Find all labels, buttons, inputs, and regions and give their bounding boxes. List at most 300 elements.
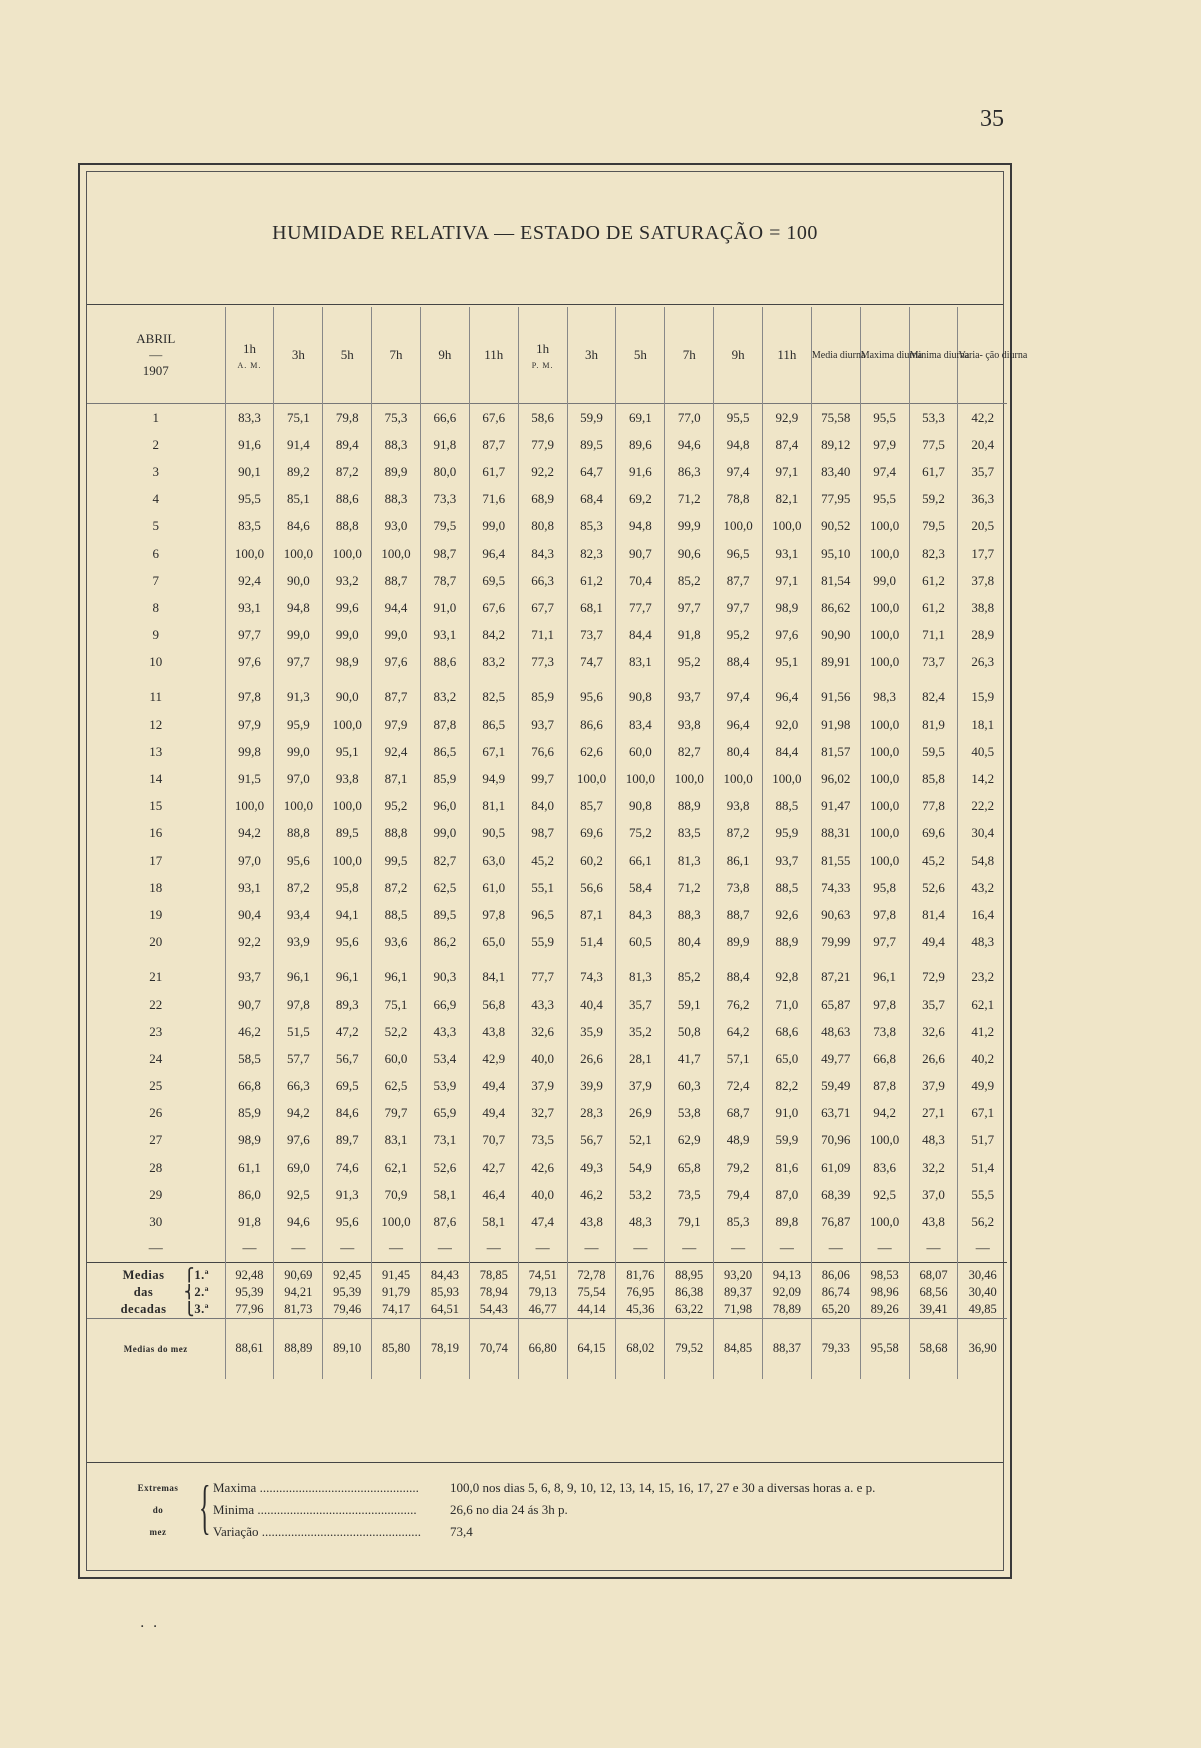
table-cell: 75,58 xyxy=(811,404,860,432)
table-cell: 57,1 xyxy=(714,1045,763,1072)
table-cell: 36,90 xyxy=(958,1318,1007,1379)
table-cell: 89,26 xyxy=(860,1301,909,1319)
table-cell: 88,89 xyxy=(274,1318,323,1379)
table-row xyxy=(87,431,1007,458)
table-cell: 43,3 xyxy=(518,991,567,1018)
table-cell: 96,1 xyxy=(323,964,372,991)
table-cell: 90,1 xyxy=(225,458,274,485)
table-cell: 78,19 xyxy=(420,1318,469,1379)
table-cell: 89,3 xyxy=(323,991,372,1018)
table-cell: 91,3 xyxy=(323,1181,372,1208)
table-cell: 61,7 xyxy=(909,458,958,485)
table-cell: 84,43 xyxy=(420,1262,469,1284)
decade-group-label: das xyxy=(133,1284,154,1299)
table-cell: 94,21 xyxy=(274,1284,323,1301)
day-label: 9 xyxy=(152,627,160,643)
table-cell: 88,8 xyxy=(323,513,372,540)
table-cell: 88,3 xyxy=(372,486,421,513)
day-label: 3 xyxy=(152,463,160,479)
day-label: 15 xyxy=(149,798,163,814)
decade-brace-icon: ⎧ xyxy=(184,1267,195,1282)
table-cell: 32,6 xyxy=(518,1018,567,1045)
table-cell: 39,9 xyxy=(567,1073,616,1100)
table-cell: 83,3 xyxy=(225,404,274,432)
extremes-label: Extremas do mez xyxy=(137,1483,179,1537)
table-cell: 93,8 xyxy=(323,765,372,792)
table-cell: 43,2 xyxy=(958,874,1007,901)
table-cell: 100,0 xyxy=(860,847,909,874)
table-cell: 40,5 xyxy=(958,738,1007,765)
table-cell: 77,96 xyxy=(225,1301,274,1319)
table-cell: 71,1 xyxy=(909,622,958,649)
decade-number: 2.ª xyxy=(194,1284,210,1299)
table-cell: 26,6 xyxy=(909,1045,958,1072)
table-cell: 97,4 xyxy=(860,458,909,485)
extreme-value: 73,4 xyxy=(450,1524,473,1539)
table-cell: 70,4 xyxy=(616,567,665,594)
table-row xyxy=(87,684,1007,711)
table-cell: 89,8 xyxy=(763,1208,812,1235)
table-cell: 45,36 xyxy=(616,1301,665,1319)
table-cell: 88,5 xyxy=(763,793,812,820)
table-cell: 57,7 xyxy=(274,1045,323,1072)
table-cell: 52,1 xyxy=(616,1127,665,1154)
table-cell: 95,39 xyxy=(323,1284,372,1301)
table-cell: 100,0 xyxy=(323,793,372,820)
table-cell: 51,4 xyxy=(567,929,616,956)
extreme-value: 26,6 no dia 24 ás 3h p. xyxy=(450,1502,568,1517)
table-cell: 86,0 xyxy=(225,1181,274,1208)
table-cell: 100,0 xyxy=(225,540,274,567)
hour-header xyxy=(372,307,421,404)
table-cell: 51,5 xyxy=(274,1018,323,1045)
table-cell: 51,7 xyxy=(958,1127,1007,1154)
table-row xyxy=(87,458,1007,485)
month-year-line: — xyxy=(149,347,163,362)
table-cell: 73,7 xyxy=(567,622,616,649)
table-cell: 37,8 xyxy=(958,567,1007,594)
hour-header xyxy=(518,307,567,404)
table-cell: 96,5 xyxy=(518,901,567,928)
table-cell: 64,2 xyxy=(714,1018,763,1045)
table-cell: 98,7 xyxy=(518,820,567,847)
table-cell: 97,1 xyxy=(763,567,812,594)
table-cell: 55,5 xyxy=(958,1181,1007,1208)
table-cell: 91,3 xyxy=(274,684,323,711)
day-label: 17 xyxy=(149,852,163,868)
hour-header xyxy=(616,307,665,404)
table-cell: 96,4 xyxy=(469,540,518,567)
table-cell: 90,8 xyxy=(616,793,665,820)
table-cell: 92,5 xyxy=(860,1181,909,1208)
table-cell: 90,3 xyxy=(420,964,469,991)
dash-cell: — xyxy=(469,1236,518,1263)
table-cell: 87,2 xyxy=(323,458,372,485)
table-cell: 100,0 xyxy=(860,820,909,847)
dash-cell: — xyxy=(323,1236,372,1263)
table-cell: 79,99 xyxy=(811,929,860,956)
hour-label: 11h xyxy=(777,347,797,362)
table-cell: 93,1 xyxy=(225,874,274,901)
table-cell: 94,2 xyxy=(225,820,274,847)
table-cell: 89,6 xyxy=(616,431,665,458)
table-cell: 68,7 xyxy=(714,1100,763,1127)
month-extremes xyxy=(87,1462,1003,1540)
table-cell: 85,3 xyxy=(567,513,616,540)
table-cell: 73,5 xyxy=(665,1181,714,1208)
table-cell: 64,7 xyxy=(567,458,616,485)
table-cell: 89,4 xyxy=(323,431,372,458)
table-cell: 76,2 xyxy=(714,991,763,1018)
day-label: 25 xyxy=(149,1078,163,1094)
table-cell: 49,3 xyxy=(567,1154,616,1181)
dash-cell: — xyxy=(518,1236,567,1263)
am-pm-label: P. M. xyxy=(531,360,554,370)
table-cell: 90,0 xyxy=(274,567,323,594)
table-cell: 95,5 xyxy=(714,404,763,432)
table-cell: 77,8 xyxy=(909,793,958,820)
table-cell: 88,5 xyxy=(763,874,812,901)
table-cell: 95,6 xyxy=(274,847,323,874)
summary-header: Media diurna xyxy=(811,307,860,404)
table-cell: 89,12 xyxy=(811,431,860,458)
table-cell: 100,0 xyxy=(323,711,372,738)
table-cell: 49,9 xyxy=(958,1073,1007,1100)
table-cell: 81,6 xyxy=(763,1154,812,1181)
table-cell: 69,0 xyxy=(274,1154,323,1181)
table-cell: 78,7 xyxy=(420,567,469,594)
day-label: 22 xyxy=(149,996,163,1012)
dash-separator xyxy=(87,1236,1007,1263)
table-cell: 98,7 xyxy=(420,540,469,567)
table-cell: 94,6 xyxy=(665,431,714,458)
table-cell: 39,41 xyxy=(909,1301,958,1319)
table-cell: 94,9 xyxy=(469,765,518,792)
hour-label: 3h xyxy=(584,347,598,362)
table-cell: 91,6 xyxy=(616,458,665,485)
hour-header xyxy=(274,307,323,404)
table-cell: 91,0 xyxy=(763,1100,812,1127)
table-cell: 90,8 xyxy=(616,684,665,711)
table-cell: 96,5 xyxy=(714,540,763,567)
table-cell: 91,45 xyxy=(372,1262,421,1284)
hour-header xyxy=(225,307,274,404)
table-cell: 97,8 xyxy=(469,901,518,928)
decade-group-label: Medias xyxy=(122,1267,165,1282)
summary-header: Varia- ção diurna xyxy=(958,307,1007,404)
table-cell: 89,5 xyxy=(567,431,616,458)
table-cell: 27,1 xyxy=(909,1100,958,1127)
table-cell: 97,6 xyxy=(274,1127,323,1154)
decade-number: 1.ª xyxy=(194,1267,210,1282)
table-cell: 83,1 xyxy=(372,1127,421,1154)
table-cell: 95,39 xyxy=(225,1284,274,1301)
hour-label: 9h xyxy=(438,347,452,362)
table-cell: 85,2 xyxy=(665,964,714,991)
table-cell: 82,1 xyxy=(763,486,812,513)
table-cell: 97,8 xyxy=(860,901,909,928)
hour-label: 7h xyxy=(682,347,696,362)
table-cell: 100,0 xyxy=(763,765,812,792)
table-cell: 81,73 xyxy=(274,1301,323,1319)
table-cell: 92,5 xyxy=(274,1181,323,1208)
table-row xyxy=(87,486,1007,513)
table-cell: 53,3 xyxy=(909,404,958,432)
table-row xyxy=(87,1018,1007,1045)
table-cell: 89,37 xyxy=(714,1284,763,1301)
table-cell: 84,6 xyxy=(274,513,323,540)
table-row xyxy=(87,820,1007,847)
table-cell: 92,45 xyxy=(323,1262,372,1284)
table-cell: 99,7 xyxy=(518,765,567,792)
dash-cell: — xyxy=(274,1236,323,1263)
table-cell: 90,69 xyxy=(274,1262,323,1284)
table-cell: 97,7 xyxy=(860,929,909,956)
table-cell: 83,5 xyxy=(665,820,714,847)
table-cell: 66,6 xyxy=(420,404,469,432)
table-cell: 48,9 xyxy=(714,1127,763,1154)
table-cell: 87,0 xyxy=(763,1181,812,1208)
table-cell: 95,8 xyxy=(860,874,909,901)
table-cell: 86,5 xyxy=(469,711,518,738)
table-cell: 81,55 xyxy=(811,847,860,874)
table-cell: 99,6 xyxy=(323,594,372,621)
table-cell: 90,5 xyxy=(469,820,518,847)
table-cell: 73,1 xyxy=(420,1127,469,1154)
table-cell: 49,4 xyxy=(469,1073,518,1100)
table-cell: 100,0 xyxy=(323,540,372,567)
table-cell: 69,1 xyxy=(616,404,665,432)
table-cell: 65,9 xyxy=(420,1100,469,1127)
daily-rows xyxy=(87,404,1007,1236)
table-cell: 64,15 xyxy=(567,1318,616,1379)
table-cell: 99,0 xyxy=(860,567,909,594)
summary-header: Minima diurna xyxy=(909,307,958,404)
table-cell: 81,4 xyxy=(909,901,958,928)
table-cell: 80,4 xyxy=(665,929,714,956)
table-cell: 66,80 xyxy=(518,1318,567,1379)
table-cell: 66,8 xyxy=(860,1045,909,1072)
table-cell: 54,9 xyxy=(616,1154,665,1181)
table-cell: 32,7 xyxy=(518,1100,567,1127)
day-label: 13 xyxy=(149,743,163,759)
table-cell: 95,2 xyxy=(714,622,763,649)
table-cell: 78,89 xyxy=(763,1301,812,1319)
table-cell: 93,7 xyxy=(665,684,714,711)
dash-cell: — xyxy=(148,1240,163,1256)
table-cell: 85,8 xyxy=(909,765,958,792)
table-cell: 61,09 xyxy=(811,1154,860,1181)
table-row xyxy=(87,1208,1007,1235)
day-label: 21 xyxy=(149,969,163,985)
table-cell: 87,1 xyxy=(372,765,421,792)
table-cell: 96,1 xyxy=(860,964,909,991)
table-row xyxy=(87,1154,1007,1181)
table-cell: 68,4 xyxy=(567,486,616,513)
table-cell: 76,6 xyxy=(518,738,567,765)
table-cell: 83,1 xyxy=(616,649,665,676)
table-cell: 40,0 xyxy=(518,1181,567,1208)
table-cell: 92,6 xyxy=(763,901,812,928)
table-cell: 74,6 xyxy=(323,1154,372,1181)
table-cell: 74,33 xyxy=(811,874,860,901)
table-cell: 64,51 xyxy=(420,1301,469,1319)
table-cell: 88,31 xyxy=(811,820,860,847)
table-cell: 78,8 xyxy=(714,486,763,513)
table-cell: 93,4 xyxy=(274,901,323,928)
table-cell: 87,2 xyxy=(274,874,323,901)
table-cell: 37,9 xyxy=(616,1073,665,1100)
table-cell: 70,74 xyxy=(469,1318,518,1379)
hour-label: 5h xyxy=(633,347,647,362)
table-cell: 20,4 xyxy=(958,431,1007,458)
table-cell: 14,2 xyxy=(958,765,1007,792)
decade-label xyxy=(87,1284,225,1301)
table-cell: 46,2 xyxy=(225,1018,274,1045)
table-cell: 95,9 xyxy=(274,711,323,738)
table-cell: 100,0 xyxy=(274,793,323,820)
table-cell: 100,0 xyxy=(860,1127,909,1154)
table-cell: 100,0 xyxy=(714,765,763,792)
table-cell: 94,8 xyxy=(274,594,323,621)
decade-averages xyxy=(87,1262,1007,1318)
dash-cell: — xyxy=(665,1236,714,1263)
day-label: 12 xyxy=(149,716,163,732)
table-cell: 43,8 xyxy=(909,1208,958,1235)
table-cell: 48,63 xyxy=(811,1018,860,1045)
table-cell: 49,85 xyxy=(958,1301,1007,1319)
table-cell: 63,71 xyxy=(811,1100,860,1127)
table-cell: 91,79 xyxy=(372,1284,421,1301)
table-cell: 85,93 xyxy=(420,1284,469,1301)
table-cell: 92,09 xyxy=(763,1284,812,1301)
table-cell: 100,0 xyxy=(714,513,763,540)
table-cell: 67,1 xyxy=(958,1100,1007,1127)
table-cell: 100,0 xyxy=(860,1208,909,1235)
table-cell: 100,0 xyxy=(567,765,616,792)
table-cell: 90,7 xyxy=(225,991,274,1018)
table-cell: 79,2 xyxy=(714,1154,763,1181)
table-cell: 85,1 xyxy=(274,486,323,513)
table-cell: 97,4 xyxy=(714,458,763,485)
table-cell: 46,2 xyxy=(567,1181,616,1208)
table-cell: 71,1 xyxy=(518,622,567,649)
table-cell: 35,9 xyxy=(567,1018,616,1045)
table-cell: 70,7 xyxy=(469,1127,518,1154)
table-cell: 87,8 xyxy=(420,711,469,738)
table-cell: 37,9 xyxy=(909,1073,958,1100)
hour-label: 3h xyxy=(291,347,305,362)
summary-header: Maxima diurna xyxy=(860,307,909,404)
table-cell: 81,9 xyxy=(909,711,958,738)
table-cell: 88,7 xyxy=(372,567,421,594)
day-label: 10 xyxy=(149,654,163,670)
table-cell: 82,7 xyxy=(420,847,469,874)
table-cell: 52,6 xyxy=(420,1154,469,1181)
dash-cell: — xyxy=(567,1236,616,1263)
table-cell: 55,1 xyxy=(518,874,567,901)
table-cell: 86,5 xyxy=(420,738,469,765)
table-cell: 78,85 xyxy=(469,1262,518,1284)
table-row xyxy=(87,404,1007,432)
table-cell: 62,9 xyxy=(665,1127,714,1154)
table-cell: 60,3 xyxy=(665,1073,714,1100)
table-cell: 91,5 xyxy=(225,765,274,792)
table-cell: 22,2 xyxy=(958,793,1007,820)
table-cell: 95,2 xyxy=(665,649,714,676)
table-cell: 72,4 xyxy=(714,1073,763,1100)
table-cell: 91,98 xyxy=(811,711,860,738)
table-cell: 96,4 xyxy=(714,711,763,738)
table-cell: 45,2 xyxy=(909,847,958,874)
table-cell: 89,2 xyxy=(274,458,323,485)
table-cell: 58,5 xyxy=(225,1045,274,1072)
table-cell: 90,0 xyxy=(323,684,372,711)
decade-label xyxy=(87,1301,225,1319)
table-cell: 45,2 xyxy=(518,847,567,874)
table-cell: 92,9 xyxy=(763,404,812,432)
table-cell: 53,4 xyxy=(420,1045,469,1072)
table-cell: 52,6 xyxy=(909,874,958,901)
table-cell: 68,56 xyxy=(909,1284,958,1301)
table-cell: 36,3 xyxy=(958,486,1007,513)
table-cell: 16,4 xyxy=(958,901,1007,928)
table-cell: 74,51 xyxy=(518,1262,567,1284)
table-cell: 97,9 xyxy=(372,711,421,738)
table-cell: 93,8 xyxy=(665,711,714,738)
table-cell: 18,1 xyxy=(958,711,1007,738)
table-cell: 97,7 xyxy=(274,649,323,676)
brace-icon: { xyxy=(199,1474,211,1540)
table-cell: 17,7 xyxy=(958,540,1007,567)
table-cell: 91,47 xyxy=(811,793,860,820)
day-label: 8 xyxy=(152,599,160,615)
table-cell: 81,54 xyxy=(811,567,860,594)
table-cell: 100,0 xyxy=(860,765,909,792)
table-row xyxy=(87,1127,1007,1154)
table-cell: 35,2 xyxy=(616,1018,665,1045)
table-row xyxy=(87,929,1007,956)
table-cell: 97,6 xyxy=(372,649,421,676)
hour-label: 7h xyxy=(389,347,403,362)
table-cell: 92,8 xyxy=(763,964,812,991)
table-cell: 69,5 xyxy=(469,567,518,594)
table-cell: 97,0 xyxy=(274,765,323,792)
table-cell: 87,2 xyxy=(714,820,763,847)
table-cell: 79,52 xyxy=(665,1318,714,1379)
table-cell: 92,0 xyxy=(763,711,812,738)
table-cell: 85,9 xyxy=(518,684,567,711)
table-cell: 35,7 xyxy=(958,458,1007,485)
table-cell: 73,5 xyxy=(518,1127,567,1154)
table-cell: 81,1 xyxy=(469,793,518,820)
table-cell: 97,0 xyxy=(225,847,274,874)
table-cell: 95,58 xyxy=(860,1318,909,1379)
dash-cell: — xyxy=(909,1236,958,1263)
table-cell: 58,6 xyxy=(518,404,567,432)
table-cell: 91,8 xyxy=(225,1208,274,1235)
table-cell: 61,1 xyxy=(225,1154,274,1181)
table-cell: 79,5 xyxy=(909,513,958,540)
day-label: 6 xyxy=(152,545,160,561)
table-cell: 68,6 xyxy=(763,1018,812,1045)
table-cell: 86,2 xyxy=(420,929,469,956)
table-cell: 41,7 xyxy=(665,1045,714,1072)
table-cell: 93,1 xyxy=(420,622,469,649)
table-row xyxy=(87,991,1007,1018)
table-cell: 82,3 xyxy=(909,540,958,567)
hour-label: 1h xyxy=(242,340,256,356)
